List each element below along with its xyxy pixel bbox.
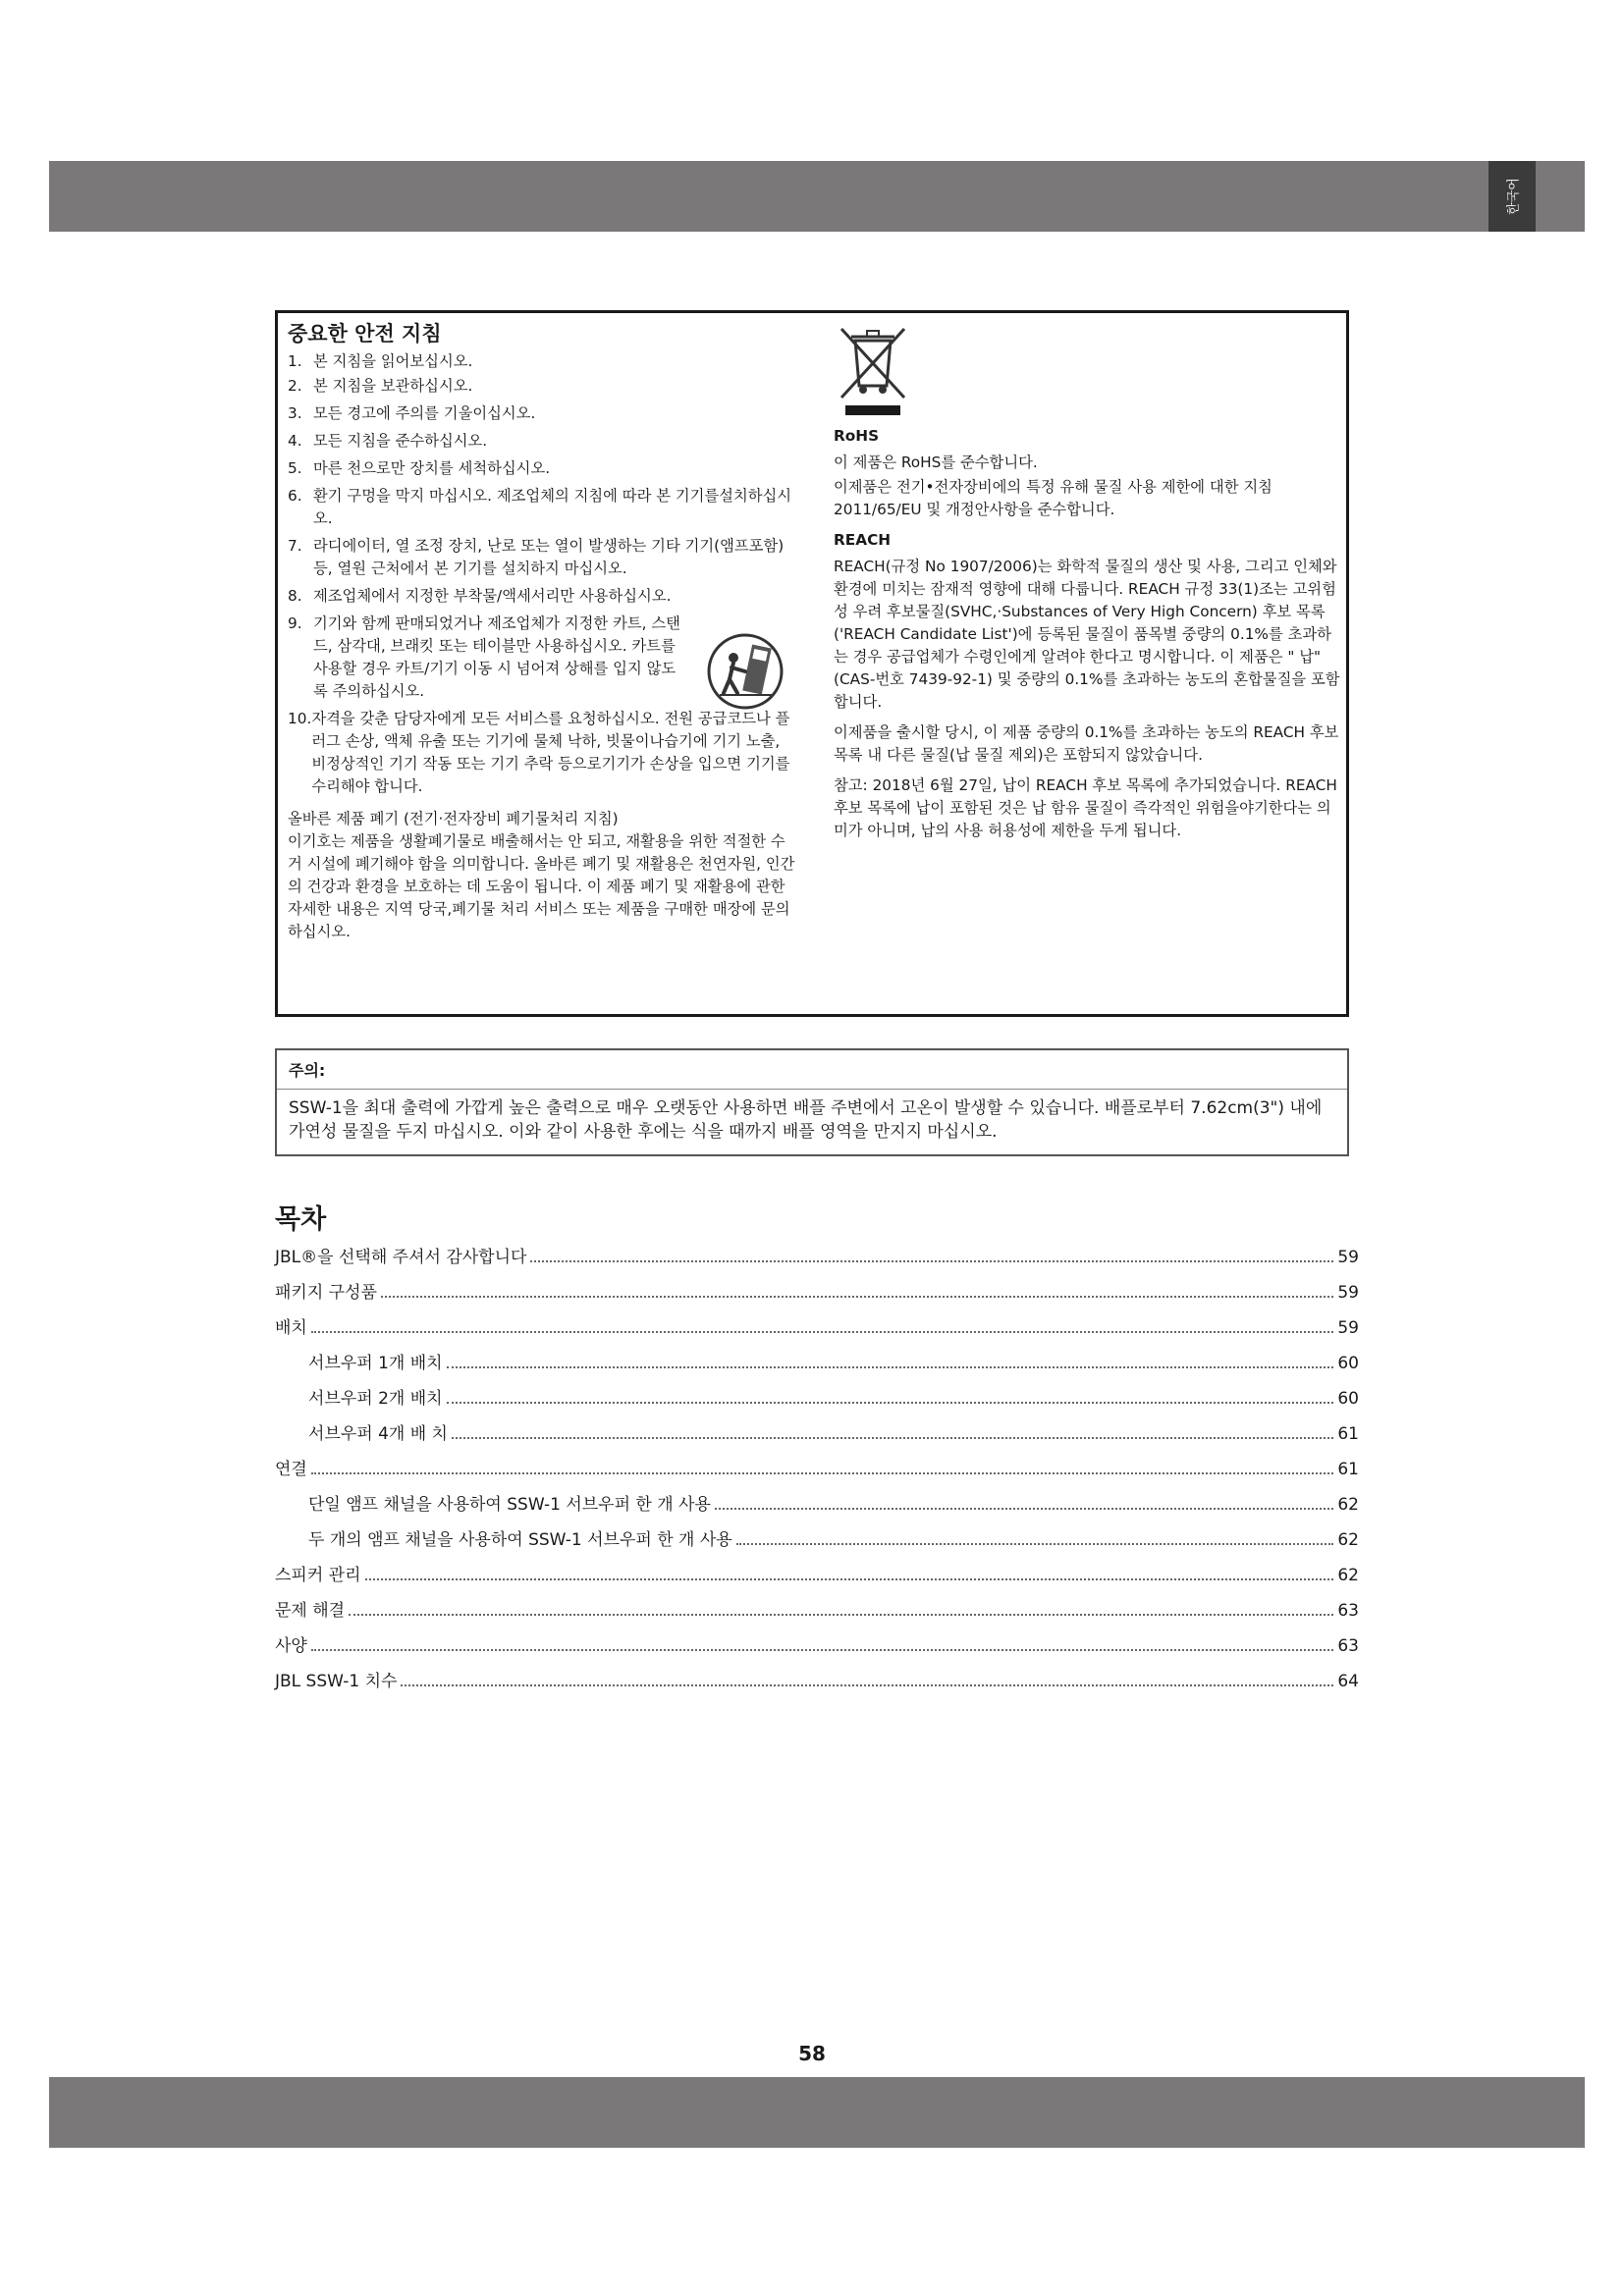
toc-entry-label: 단일 앰프 채널을 사용하여 SSW-1 서브우퍼 한 개 사용 <box>308 1495 711 1515</box>
safety-item: 7. 라디에이터, 열 조정 장치, 난로 또는 열이 발생하는 기타 기기(앰프포함) 등, 열원 근처에서 본 기기를 설치하지 마십시오. <box>288 537 785 577</box>
toc-leader-dots <box>401 1684 1333 1686</box>
language-tab-label: 한국어 <box>1506 178 1522 215</box>
toc-leader-dots <box>530 1260 1333 1262</box>
toc-entry-label: 서브우퍼 4개 배 치 <box>308 1424 448 1444</box>
toc-entry-page: 64 <box>1337 1672 1359 1691</box>
toc-entry-page: 61 <box>1337 1424 1359 1444</box>
toc-leader-dots <box>311 1331 1334 1333</box>
disposal-text: 이기호는 제품을 생활폐기물로 배출해서는 안 되고, 재활용을 위한 적절한 수거 시설에 폐기해야 함을 의미합니다. 올바른 폐기 및 재활용은 천연자원, 인간의 건강과 환경을 보호하는 데 도움이 됩니다. 이 제품 폐기 및 재활용에 관한 자세한 내용은 지역 당국,폐기물 처리 서비스 또는 제품을 구매한 매장에 문의하십시오. <box>288 832 795 940</box>
reach-paragraph-2: 이제품을 출시할 당시, 이 제품 중량의 0.1%를 초과하는 농도의 REACH 후보 목록 내 다른 물질(납 물질 제외)은 포함되지 않았습니다. <box>834 723 1339 764</box>
rohs-line1: 이 제품은 RoHS를 준수합니다. <box>834 454 1038 471</box>
toc-entry-label: 서브우퍼 1개 배치 <box>308 1354 443 1373</box>
reach-title: REACH <box>834 531 892 549</box>
toc-entry[interactable] <box>275 1384 1359 1419</box>
toc-entry-label: 배치 <box>275 1318 307 1338</box>
toc-entry-page: 60 <box>1337 1389 1359 1409</box>
cart-warning-icon <box>706 632 785 711</box>
toc-entry-label: 서브우퍼 2개 배치 <box>308 1389 443 1409</box>
toc-entry-label: 연결 <box>275 1460 307 1479</box>
toc-entry-label: 패키지 구성품 <box>275 1283 377 1303</box>
toc-leader-dots <box>349 1614 1333 1616</box>
toc-entry-page: 59 <box>1337 1318 1359 1338</box>
toc-entry[interactable] <box>275 1419 1359 1455</box>
safety-item: 10. 자격을 갖춘 담당자에게 모든 서비스를 요청하십시오. 전원 공급코드나 플러그 손상, 액체 유출 또는 기기에 물체 낙하, 빗물이나습기에 기기 노출, 비정상적인 기기 작동 또는 기기 추락 등으로기기가 손상을 입으면 기기를 수리해야 합니다. <box>288 710 790 795</box>
safety-item: 8. 제조업체에서 지정한 부착물/액세서리만 사용하십시오. <box>288 587 672 605</box>
toc-entry-page: 62 <box>1337 1566 1359 1585</box>
caution-box <box>275 1048 1349 1156</box>
footer-band <box>49 2077 1585 2148</box>
toc-entry[interactable] <box>275 1561 1359 1596</box>
safety-left-column <box>288 319 798 943</box>
toc-leader-dots <box>365 1578 1334 1580</box>
header-band <box>49 161 1585 232</box>
toc-entry-label: 두 개의 앰프 채널을 사용하여 SSW-1 서브우퍼 한 개 사용 <box>308 1530 732 1550</box>
reach-paragraph-3: 참고: 2018년 6월 27일, 납이 REACH 후보 목록에 추가되었습니다. REACH 후보 목록에 납이 포함된 것은 납 함유 물질이 즉각적인 위험을야기한다는 의미가 아니며, 납의 사용 허용성에 제한을 두게 됩니다. <box>834 776 1337 839</box>
page-number: 58 <box>798 2042 826 2065</box>
safety-item: 1. 본 지침을 읽어보십시오. <box>288 352 473 370</box>
safety-item: 4. 모든 지침을 준수하십시오. <box>288 432 488 450</box>
toc-leader-dots <box>715 1508 1333 1510</box>
safety-item: 6. 환기 구멍을 막지 마십시오. 제조업체의 지침에 따라 본 기기를설치하십시오. <box>288 487 792 527</box>
table-of-contents <box>275 1243 1359 1702</box>
toc-leader-dots <box>452 1437 1333 1439</box>
reach-paragraph-1: REACH(규정 No 1907/2006)는 화학적 물질의 생산 및 사용, 그리고 인체와 환경에 미치는 잠재적 영향에 대해 다룹니다. REACH 규정 33(1)조는 고위험성 우려 후보물질(SVHC,·Substances of Very High Concern) 후보 목록 ('REACH Candidate List')에 등록된 물질이 품목별 중량의 0.1%를 초과하는 경우 공급업체가 수령인에게 알려야 한다고 명시합니다. 이 제품은 " 납"(CAS-번호 7439-92-1) 및 중량의 0.1%를 초과하는 농도의 혼합물질을 포함합니다. <box>834 558 1340 711</box>
toc-entry-page: 63 <box>1337 1601 1359 1621</box>
toc-leader-dots <box>447 1366 1334 1368</box>
safety-instructions-box <box>275 310 1349 1017</box>
toc-entry-page: 59 <box>1337 1248 1359 1267</box>
toc-entry-page: 61 <box>1337 1460 1359 1479</box>
weee-bin-icon <box>834 321 912 419</box>
toc-entry[interactable] <box>275 1525 1359 1561</box>
toc-entry-label: 스피커 관리 <box>275 1566 361 1585</box>
toc-entry-page: 62 <box>1337 1495 1359 1515</box>
language-tab <box>1489 161 1536 232</box>
toc-entry[interactable] <box>275 1243 1359 1278</box>
toc-leader-dots <box>736 1543 1334 1545</box>
toc-entry-label: 사양 <box>275 1636 307 1656</box>
toc-leader-dots <box>447 1402 1334 1404</box>
rohs-line2: 이제품은 전기•전자장비에의 특정 유해 물질 사용 제한에 대한 지침2011/65/EU 및 개정안사항을 준수합니다. <box>834 478 1272 518</box>
safety-item: 3. 모든 경고에 주의를 기울이십시오. <box>288 404 536 422</box>
toc-entry[interactable] <box>275 1596 1359 1631</box>
toc-entry-page: 59 <box>1337 1283 1359 1303</box>
toc-entry-page: 60 <box>1337 1354 1359 1373</box>
toc-entry[interactable] <box>275 1455 1359 1490</box>
rohs-title: RoHS <box>834 427 880 445</box>
toc-entry-label: JBL SSW-1 치수 <box>275 1672 398 1691</box>
toc-entry-page: 62 <box>1337 1530 1359 1550</box>
toc-entry[interactable] <box>275 1313 1359 1349</box>
caution-text: SSW-1을 최대 출력에 가깝게 높은 출력으로 매우 오랫동안 사용하면 배플 주변에서 고온이 발생할 수 있습니다. 배플로부터 7.62cm(3") 내에 가연성 물질을 두지 마십시오. 이와 같이 사용한 후에는 식을 때까지 배플 영역을 만지지 마십시오. <box>289 1098 1323 1142</box>
toc-title: 목차 <box>275 1204 327 1235</box>
toc-entry[interactable] <box>275 1278 1359 1313</box>
toc-leader-dots <box>381 1296 1333 1298</box>
toc-entry[interactable] <box>275 1667 1359 1702</box>
toc-entry-page: 63 <box>1337 1636 1359 1656</box>
toc-entry-label: 문제 해결 <box>275 1601 346 1621</box>
toc-entry[interactable] <box>275 1349 1359 1384</box>
disposal-section <box>288 808 798 943</box>
disposal-title: 올바른 제품 폐기 (전기·전자장비 폐기물처리 지침) <box>288 810 619 828</box>
safety-item: 9. 기기와 함께 판매되었거나 제조업체가 지정한 카트, 스탠드, 삼각대, 브래킷 또는 테이블만 사용하십시오. 카트를 사용할 경우 카트/기기 이동 시 넘어져 상해를 입지 않도록 주의하십시오. <box>288 613 798 703</box>
caution-title: 주의: <box>277 1050 1347 1090</box>
safety-right-column <box>834 319 1344 844</box>
toc-entry[interactable] <box>275 1631 1359 1667</box>
safety-item: 5. 마른 천으로만 장치를 세척하십시오. <box>288 459 551 477</box>
safety-title: 중요한 안전 지침 <box>288 322 442 346</box>
toc-leader-dots <box>311 1649 1334 1651</box>
toc-entry[interactable] <box>275 1490 1359 1525</box>
toc-leader-dots <box>311 1472 1334 1474</box>
safety-item: 2. 본 지침을 보관하십시오. <box>288 377 473 395</box>
toc-entry-label: JBL®을 선택해 주셔서 감사합니다 <box>275 1248 527 1267</box>
